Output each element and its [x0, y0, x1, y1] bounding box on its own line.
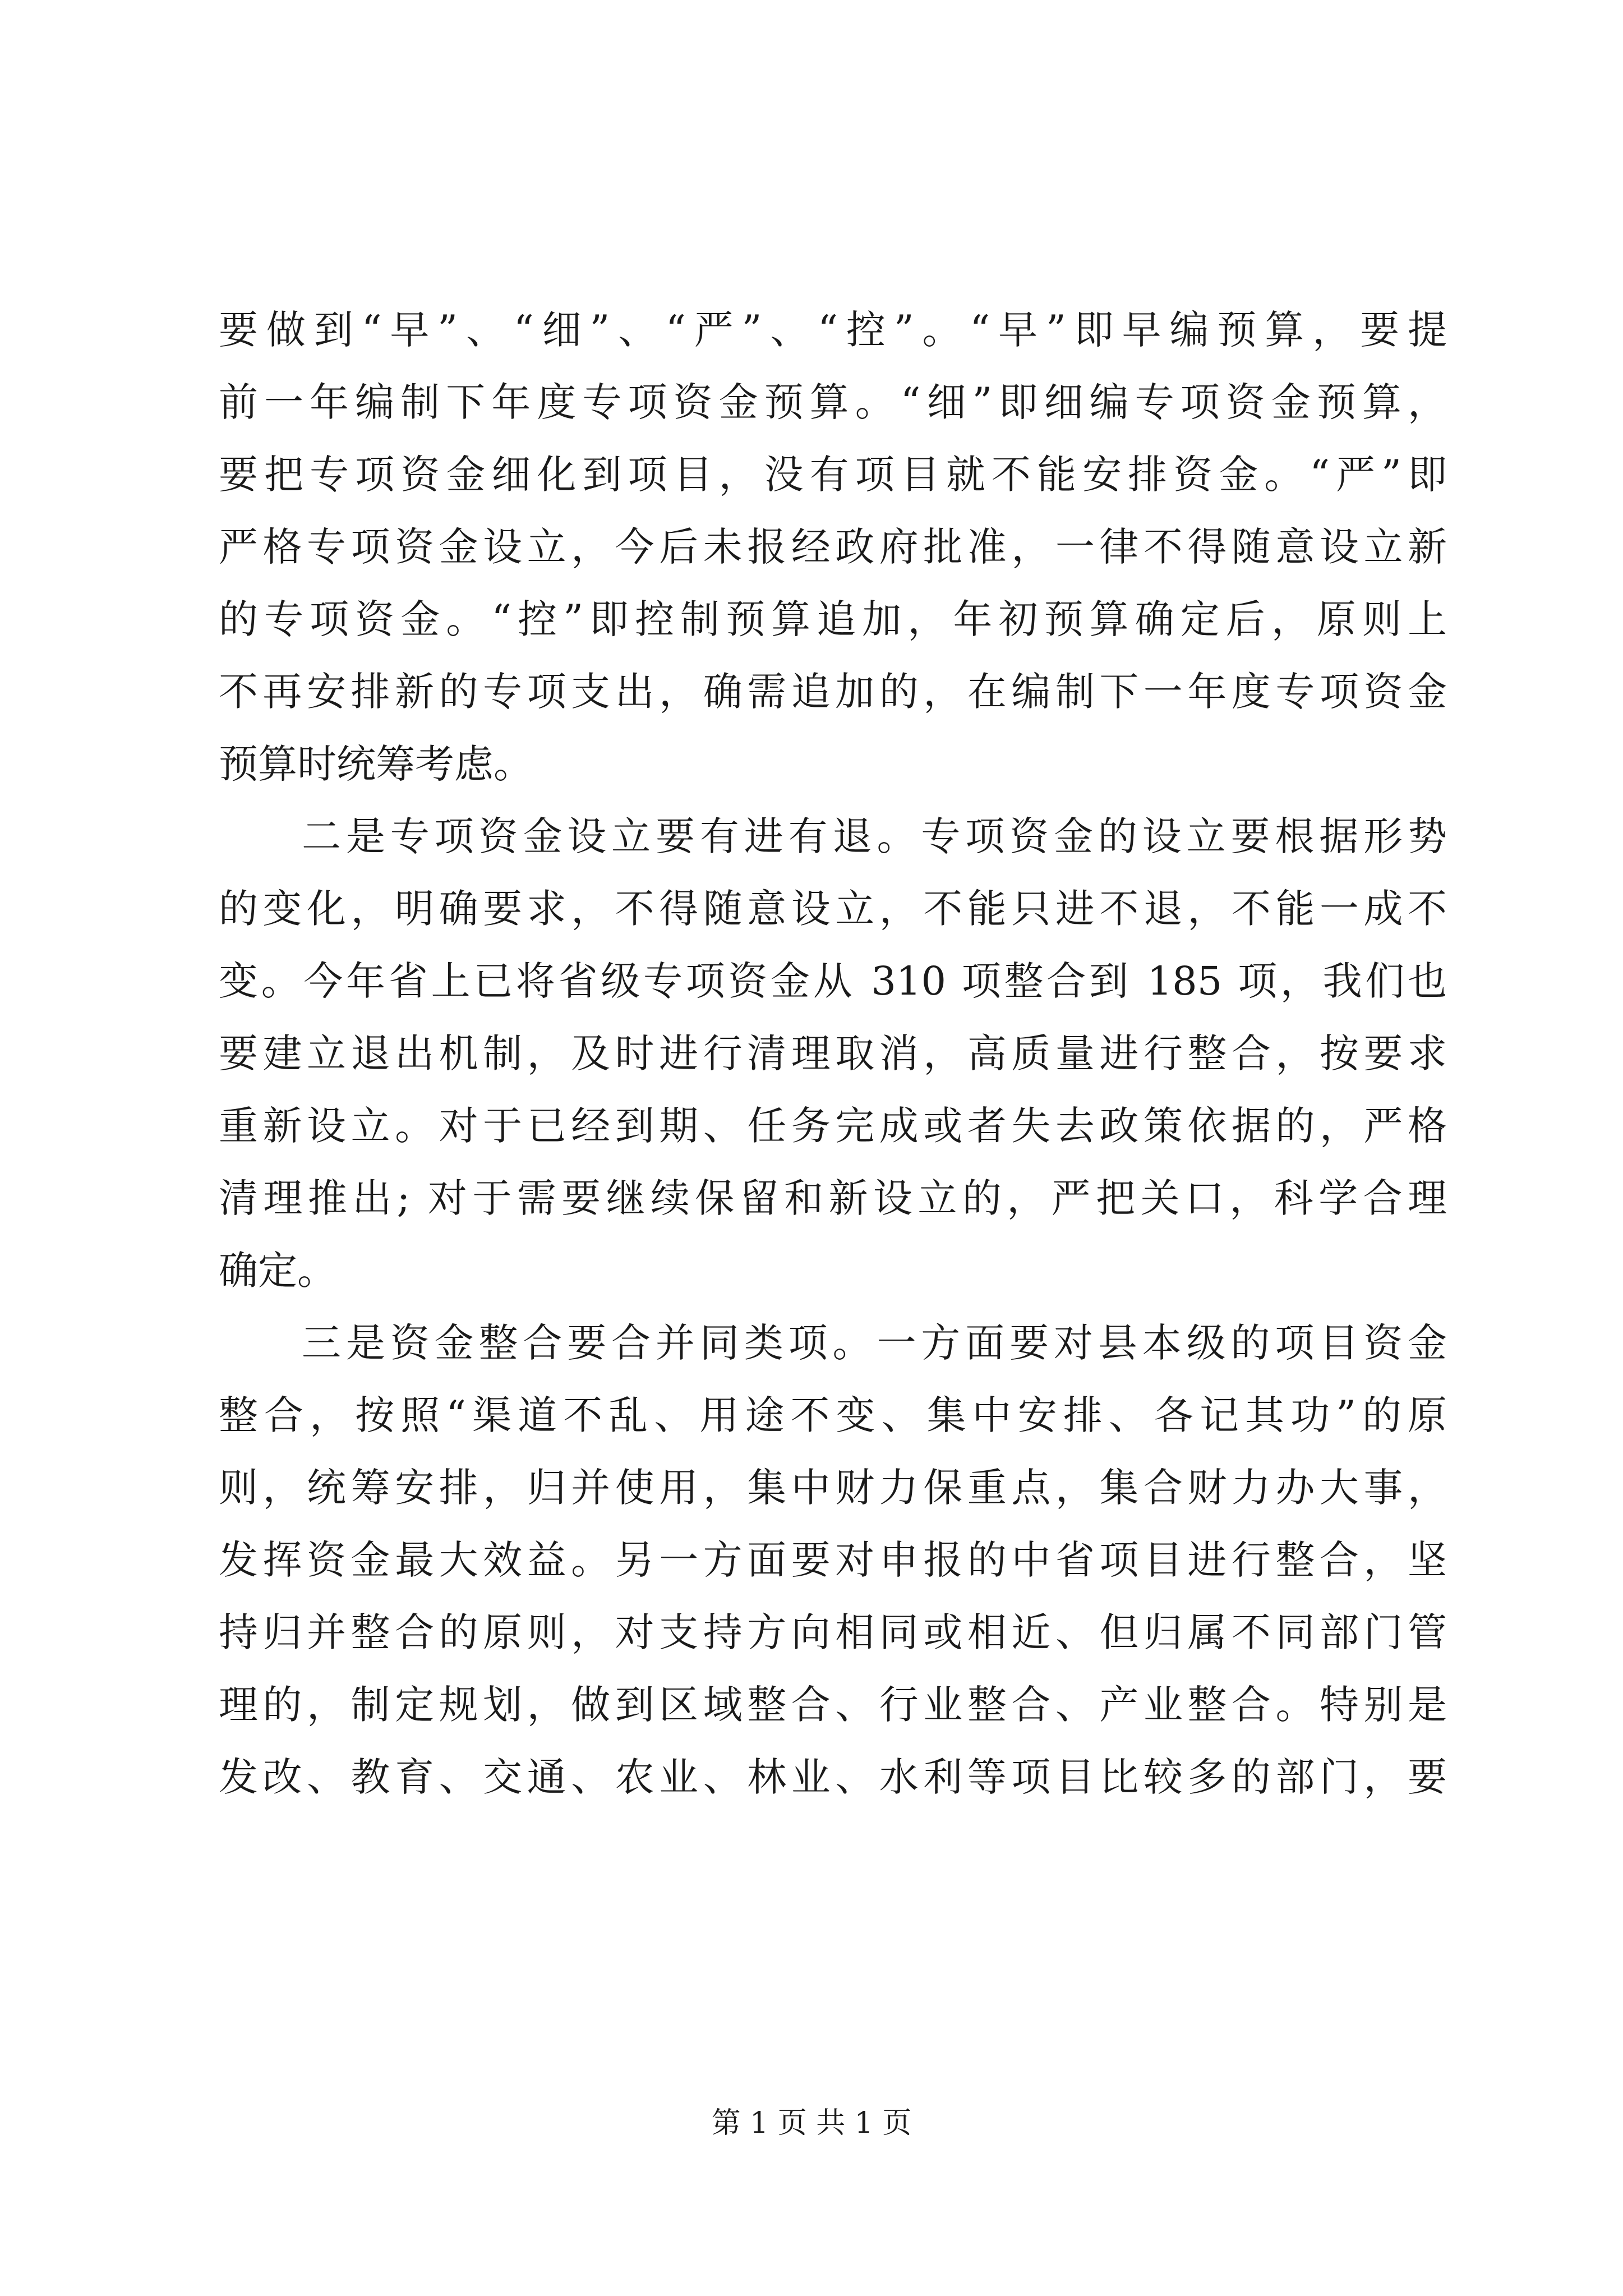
text-line-20: 理的，制定规划，做到区域整合、行业整合、产业整合。特别是	[219, 1682, 1447, 1728]
paragraph-2-first-line: 二是专项资金设立要有进有退。专项资金的设立要根据形势	[302, 813, 1447, 859]
text-line-17: 则，统筹安排，归并使用，集中财力保重点，集合财力办大事，	[219, 1465, 1447, 1511]
text-line-6: 不再安排新的专项支出，确需追加的，在编制下一年度专项资金	[219, 669, 1447, 715]
text-line-5: 的专项资金。“控”即控制预算追加，年初预算确定后，原则上	[219, 596, 1447, 642]
text-line-9: 的变化，明确要求，不得随意设立，不能只进不退，不能一成不	[219, 886, 1447, 932]
text-line-14: 确定。	[219, 1248, 336, 1294]
text-line-1: 要做到“早”、“细”、“严”、“控”。“早”即早编预算，要提	[219, 307, 1447, 353]
paragraph-3-first-line: 三是资金整合要合并同类项。一方面要对县本级的项目资金	[302, 1320, 1447, 1366]
text-line-10: 变。今年省上已将省级专项资金从 310 项整合到 185 项，我们也	[219, 958, 1447, 1004]
text-line-19: 持归并整合的原则，对支持方向相同或相近、但归属不同部门管	[219, 1609, 1447, 1655]
text-line-18: 发挥资金最大效益。另一方面要对申报的中省项目进行整合，坚	[219, 1537, 1447, 1583]
text-line-12: 重新设立。对于已经到期、任务完成或者失去政策依据的，严格	[219, 1103, 1447, 1149]
text-line-7: 预算时统筹考虑。	[219, 741, 533, 787]
text-line-13: 清理推出; 对于需要继续保留和新设立的，严把关口，科学合理	[219, 1175, 1447, 1221]
page-footer: 第 1 页 共 1 页	[711, 2106, 912, 2140]
text-line-16: 整合，按照“渠道不乱、用途不变、集中安排、各记其功”的原	[219, 1392, 1447, 1438]
text-line-3: 要把专项资金细化到项目，没有项目就不能安排资金。“严”即	[219, 452, 1447, 498]
text-line-11: 要建立退出机制，及时进行清理取消，高质量进行整合，按要求	[219, 1030, 1447, 1076]
text-line-21: 发改、教育、交通、农业、林业、水利等项目比较多的部门，要	[219, 1754, 1447, 1800]
text-line-2: 前一年编制下年度专项资金预算。“细”即细编专项资金预算，	[219, 379, 1447, 425]
text-line-4: 严格专项资金设立，今后未报经政府批准，一律不得随意设立新	[219, 524, 1447, 570]
